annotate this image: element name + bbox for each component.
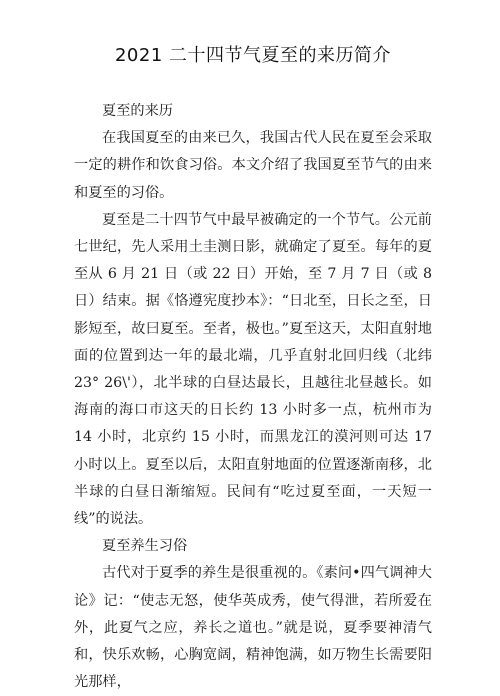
section-heading: 夏至的来历 <box>102 103 173 119</box>
section-heading: 夏至养生习俗 <box>102 538 188 555</box>
paragraph: 夏至是二十四节气中最早被确定的一个节气。公元前七世纪，先人采用土圭测日影，就确定了夏至。每年的夏至从 6 月 21 日（或 22 日）开始，至 7 月 7 日（或 8 日）结束。据《恪遵宪度抄本》：“日北至，日长之至，日影短至，故曰夏至。至者，极也。”夏至这天，太阳直射地面的位置到达一年的最北端，几乎直射北回归线（北纬 23° 26\'），北半球的白昼达最长，且越往北昼越长。如海南的海口市这天的日长约 13 小时多一点，杭州市为 14 小时，北京约 15 小时，而黑龙江的漠河则可达 17 小时以上。夏至以后，太阳直射地面的位置逐渐南移，北半球的白昼日渐缩短。民间有“吃过夏至面，一天短一线”的说法。 <box>74 211 432 528</box>
document-title: 2021 二十四节气夏至的来历简介 <box>114 45 392 66</box>
document-body <box>74 98 432 696</box>
paragraph: 古代对于夏季的养生是很重视的。《素问•四气调神大论》记：“使志无怒，使华英成秀，使气得泄，若所爱在外，此夏气之应，养长之道也。”就是说，夏季要神清气和，快乐欢畅，心胸宽阔，精神饱满，如万物生长需要阳光那样， <box>74 565 432 691</box>
paragraph: 在我国夏至的由来已久，我国古代人民在夏至会采取一定的耕作和饮食习俗。本文介绍了我国夏至节气的由来和夏至的习俗。 <box>74 130 432 201</box>
